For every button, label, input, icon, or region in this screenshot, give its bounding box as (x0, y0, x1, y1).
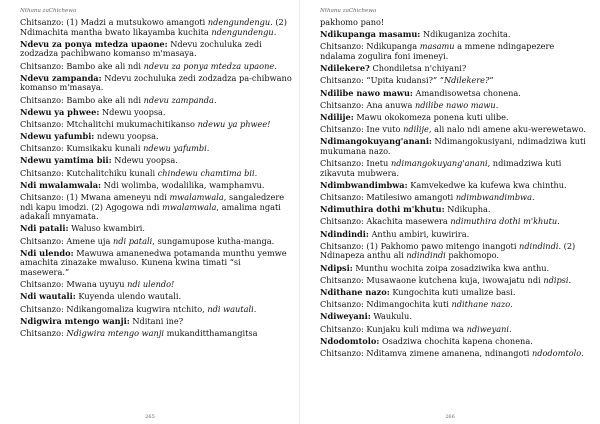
entry-italic-text: ndindindi (519, 240, 559, 251)
entry-text: Chitsanzo: (1) Mwana ameneyu ndi (20, 192, 170, 203)
entry-text: Chitsanzo: (1) Madzi a mutsukowo amangoti (20, 17, 208, 27)
dictionary-entry (20, 237, 292, 247)
dictionary-entry (320, 288, 590, 298)
entry-headword: Ndilibe nawo mawu: (320, 87, 413, 98)
entry-italic-text: ndewu yafumbi (143, 143, 207, 154)
entry-italic-text: ndodomtolo (531, 347, 582, 358)
running-header-right: Nthanu zaChichewa (320, 8, 377, 14)
entry-italic-text: Ndilekere? (443, 75, 490, 86)
right-entries (320, 18, 590, 358)
dictionary-entry (320, 113, 590, 123)
entry-text: ” (489, 75, 494, 86)
entry-headword: Ndi ulendo: (20, 247, 74, 258)
entry-text: Chitsanzo: Ndikupanga (320, 41, 420, 52)
entry-italic-text: ndimbwandimbwa (455, 192, 532, 203)
entry-headword: Ndimangokuyang'anani: (320, 136, 432, 147)
entry-italic-text: ndengundengu (207, 17, 271, 27)
entry-text: . (531, 192, 535, 203)
entry-text: Chitsanzo: Kumsikaku kunali (20, 143, 144, 154)
entry-text: . (2) Ndinapeza anthu ali (320, 240, 576, 261)
dictionary-entry (20, 292, 292, 302)
dictionary-entry (320, 64, 590, 74)
entry-text: Ndewu yoopsa. (99, 106, 166, 117)
entry-text: Chitsanzo: “Upita kudansi?” “ (320, 75, 444, 86)
entry-text: . (274, 60, 277, 71)
entry-italic-text: ndewu ya phwee! (197, 118, 271, 129)
dictionary-entry (320, 18, 590, 28)
entry-italic-text: ndithane nazo (451, 299, 511, 310)
entry-text: Chitsanzo: Ine vuto (320, 124, 404, 135)
dictionary-entry (20, 224, 292, 234)
dictionary-entry (320, 217, 590, 227)
entry-italic-text: chindewu chamtima bii (157, 167, 255, 178)
entry-italic-text: ndi patali (112, 235, 153, 246)
dictionary-entry (320, 230, 590, 240)
entry-headword: Ndithane nazo: (320, 286, 390, 297)
dictionary-entry (320, 125, 590, 135)
entry-italic-text: ndengundengu (211, 26, 274, 37)
dictionary-entry (320, 137, 590, 156)
dictionary-entry (20, 169, 292, 179)
dictionary-entry (20, 74, 292, 93)
entry-headword: Ndimuthira dothi m'khutu: (320, 204, 445, 215)
entry-headword: Ndikupanga masamu: (320, 29, 421, 40)
entry-text: Chitsanzo: Ana anuwa (320, 99, 415, 110)
entry-text: Chitsanzo: Kunjaku kuli mdima wa (320, 323, 467, 334)
entry-text: Chitsanzo: Bambo ake ali ndi (20, 60, 144, 71)
entry-italic-text: mwalamwala (169, 192, 224, 203)
dictionary-entry (20, 40, 292, 59)
entry-text: Kungochita kuti umalize basi. (389, 286, 516, 297)
page-number-right: 266 (445, 414, 455, 420)
entry-text: . (510, 299, 513, 310)
entry-text: . (568, 274, 572, 285)
dictionary-entry (320, 276, 590, 286)
dictionary-entry (320, 337, 590, 347)
entry-text: Chitsanzo: Inetu (320, 158, 391, 169)
entry-text: Kuyenda ulendo wautali. (75, 291, 182, 302)
entry-italic-text: masamu (419, 41, 455, 52)
entry-text: . (206, 143, 210, 154)
dictionary-entry (20, 18, 292, 37)
entry-italic-text: ndindindi (406, 250, 446, 261)
entry-text: . (495, 99, 499, 110)
dictionary-entry (320, 264, 590, 274)
dictionary-entry (20, 132, 292, 142)
dictionary-entry (20, 249, 292, 278)
entry-text: mukanditthamangitsa (163, 327, 258, 338)
entry-text: Ndevu zochuluka zedi zodzadza pachibwano komanso m'masaya. (20, 38, 262, 59)
entry-headword: Ndevu za ponya mtedza upaone: (20, 38, 168, 49)
entry-text: Chitsanzo: Ndimangochita kuti (320, 299, 452, 310)
entry-headword: Ndindindi: (320, 228, 369, 239)
entry-text: Chitsanzo: (20, 327, 67, 338)
entry-text: Chitsanzo: Nditamva zimene amanena, ndinangoti (320, 347, 532, 358)
entry-text: , amalima ngati adakali mnyamata. (20, 201, 281, 222)
entry-headword: Ndiweyani: (320, 311, 371, 322)
entry-text: . (254, 167, 258, 178)
entry-headword: Ndewu ya phwee: (20, 106, 100, 117)
entry-headword: Ndi wautali: (20, 291, 76, 302)
entry-italic-text: ndevu za ponya mtedza upaone (143, 60, 275, 71)
dictionary-entry (20, 317, 292, 327)
entry-italic-text: ndilije (403, 124, 429, 135)
entry-text: . (273, 26, 277, 37)
entry-text: pakhomopo. (445, 250, 500, 261)
entry-italic-text: ndi wautali (207, 303, 254, 314)
dictionary-entry (320, 205, 590, 215)
entry-text: Ndikupha. (444, 204, 491, 215)
entry-text: Chitsanzo: Bambo ake ali ndi (20, 94, 144, 105)
entry-text: . (581, 347, 584, 358)
dictionary-entry (20, 62, 292, 72)
entry-headword: Ndi mwalamwala: (20, 179, 102, 190)
dictionary-entry (20, 280, 292, 290)
entry-text: Chitsanzo: Mwana uyuyu (20, 279, 128, 290)
entry-text: Chitsanzo: Amene uja (20, 235, 113, 246)
entry-text: Anthu ambiri, kuwirira. (368, 228, 470, 239)
entry-text: Chitsanzo: Musawaone kutchena kuja, iwowajatu ndi (320, 274, 544, 285)
entry-headword: Ndigwira mtengo wanji: (20, 315, 130, 326)
dictionary-entry (320, 181, 590, 191)
entry-text: Waukulu. (370, 311, 412, 322)
entry-italic-text: mwalamwala (162, 201, 217, 212)
entry-text: Kamvekedwe ka kufewa kwa chinthu. (407, 179, 567, 190)
entry-text: Mawu okokomeza ponena kuti ulibe. (353, 111, 509, 122)
dictionary-entry (320, 242, 590, 261)
entry-text: Waluso kwambiri. (68, 223, 145, 234)
entry-headword: Ndilije: (320, 111, 354, 122)
entry-text: Chitsanzo: (1) Pakhomo pawo mitengo inangoti (320, 240, 520, 251)
entry-headword: Ndipsi: (320, 262, 353, 273)
entry-text: Amandisowetsa chonena. (412, 87, 521, 98)
entry-text: . (508, 323, 512, 334)
entry-text: , sungamupose kutha-manga. (152, 235, 275, 246)
entry-text: . (2) Ndimachita mantha bwato likayamba kuchita (20, 17, 287, 37)
dictionary-entry (20, 156, 292, 166)
dictionary-entry (320, 159, 590, 178)
left-entries (20, 18, 292, 339)
entry-italic-text: ndiweyani (466, 323, 509, 334)
dictionary-entry (320, 300, 590, 310)
dictionary-entry (20, 193, 292, 222)
entry-text: . (213, 94, 217, 105)
entry-headword: Ndimbwandimbwa: (320, 179, 408, 190)
dictionary-entry (320, 89, 590, 99)
dictionary-entry (320, 325, 590, 335)
entry-text: Chondiletsa n'chiyani? (369, 63, 467, 74)
entry-italic-text: ndimuthira dothi m'khutu (450, 216, 558, 227)
dictionary-entry (320, 312, 590, 322)
page-number-left: 265 (145, 414, 155, 420)
entry-text: Ndewu yoopsa. (111, 155, 178, 166)
entry-text: Mawuwa amanenedwa potamanda munthu yemwe amachita zinazake mwaluso. Kunena kwina timati “si masewera.” (20, 247, 287, 277)
entry-text: a mmene ndingapezere ndalama zogulira foni imeneyi. (320, 41, 555, 61)
dictionary-entry (320, 30, 590, 40)
entry-headword: Ndi patali: (20, 223, 69, 234)
entry-text: Chitsanzo: Ndikangomaliza kugwira ntchito, (20, 303, 208, 314)
entry-text: Ndikuganiza zochita. (420, 29, 511, 40)
entry-text: , sangaledzere ndi kapu imodzi. (2) Agogowa ndi (20, 192, 285, 212)
dictionary-entry (320, 76, 590, 86)
entry-text: , ali nalo ndi amene aku-werewetawo. (428, 124, 586, 135)
entry-text: Chitsanzo: Mtchalitchi mukumachitikanso (20, 118, 198, 129)
entry-text: Chitsanzo: Kutchalitchiku kunali (20, 167, 158, 178)
entry-italic-text: ndi ulendo! (127, 279, 175, 290)
entry-text: Ndi wolimba, wodalilika, wamphamvu. (101, 179, 265, 190)
entry-text: Chitsanzo: Matilesiwo amangoti (320, 192, 456, 203)
entry-text: Chitsanzo: Akachita masewera (320, 216, 451, 227)
dictionary-entry (20, 329, 292, 339)
entry-text: Osadziwa chochita kapena chonena. (379, 335, 533, 346)
dictionary-entry (320, 193, 590, 203)
dictionary-entry (20, 120, 292, 130)
entry-headword: Ndevu zampanda: (20, 72, 102, 83)
entry-headword: Ndewu yafumbi: (20, 131, 95, 142)
dictionary-entry (20, 96, 292, 106)
entry-text: , ndimadziwa kuti zikavuta mubwera. (320, 158, 562, 178)
entry-text: . (557, 216, 560, 227)
dictionary-entry (20, 144, 292, 154)
entry-italic-text: ndevu zampanda (143, 94, 214, 105)
running-header-left: Nthanu zaChichewa (20, 8, 77, 14)
entry-text: pakhomo pano! (320, 17, 385, 27)
entry-text: Munthu wochita zoipa zosadziwika kwa anthu. (352, 262, 550, 273)
entry-text: Nditani ine? (129, 315, 184, 326)
right-page (300, 0, 600, 424)
entry-headword: Ndilekere? (320, 63, 370, 74)
entry-text: Ndevu zochuluka zedi zodzadza pa-chibwano komanso m'masaya. (20, 72, 292, 93)
dictionary-entry (320, 349, 590, 359)
entry-headword: Ndewu yamtima bii: (20, 155, 112, 166)
entry-italic-text: ndipsi (543, 274, 569, 285)
dictionary-entry (320, 101, 590, 111)
entry-text: Ndimangokusiyani, ndimadziwa kuti mukumana nazo. (320, 136, 586, 156)
dictionary-entry (20, 305, 292, 315)
entry-headword: Ndodomtolo: (320, 335, 380, 346)
entry-text: . (253, 303, 257, 314)
entry-italic-text: Ndigwira mtengo wanji (66, 327, 164, 338)
entry-text: ndewu yoopsa. (94, 131, 159, 142)
entry-italic-text: ndimangokuyang'anani (390, 158, 488, 169)
dictionary-entry (20, 108, 292, 118)
dictionary-entry (20, 181, 292, 191)
entry-italic-text: ndilibe nawo mawu (415, 99, 496, 110)
dictionary-entry (320, 42, 590, 61)
